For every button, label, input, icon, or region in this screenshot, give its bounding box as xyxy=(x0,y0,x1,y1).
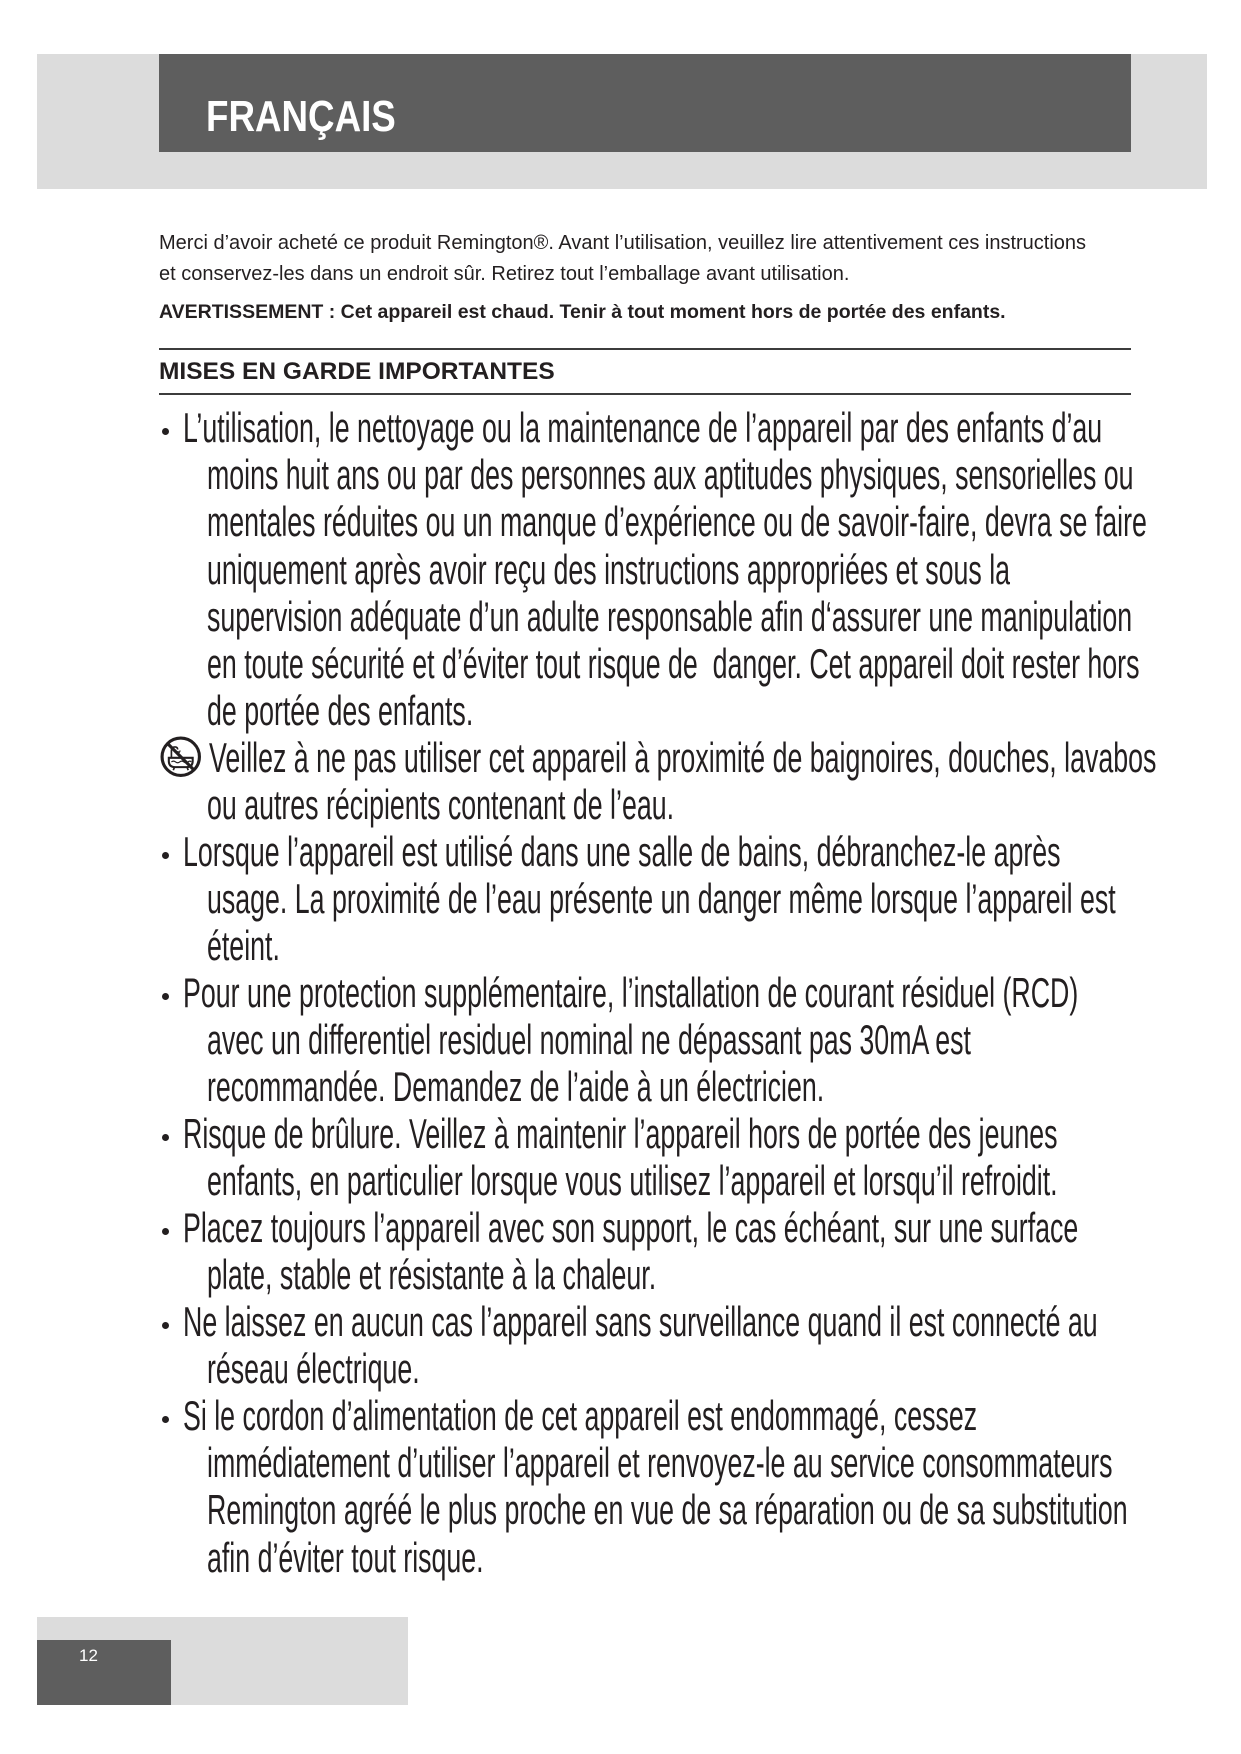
item-line: uniquement après avoir reçu des instructions appropriées et sous la xyxy=(207,545,1011,593)
safety-list xyxy=(159,404,1241,1580)
item-line: Ne laissez en aucun cas l’appareil sans surveillance quand il est connecté au xyxy=(183,1298,1098,1346)
safety-item-unattended xyxy=(159,1298,1241,1392)
safety-item-bathroom xyxy=(159,828,1241,969)
item-line: Remington agréé le plus proche en vue de sa réparation ou de sa substitution xyxy=(207,1486,1128,1534)
hot-appliance-warning: AVERTISSEMENT : Cet appareil est chaud. Tenir à tout moment hors de portée des enfants. xyxy=(159,300,1006,323)
safety-item-placement xyxy=(159,1204,1241,1298)
item-line: avec un differentiel residuel nominal ne dépassant pas 30mA est xyxy=(207,1016,971,1063)
item-line: Placez toujours l’appareil avec son support, le cas échéant, sur une surface xyxy=(183,1204,1079,1252)
item-line: mentales réduites ou un manque d’expérience ou de savoir-faire, devra se faire xyxy=(207,498,1147,546)
item-line: L’utilisation, le nettoyage ou la maintenance de l’appareil par des enfants d’au xyxy=(183,404,1103,452)
bullet-icon xyxy=(162,1134,169,1141)
item-line: en toute sécurité et d’éviter tout risque de danger. Cet appareil doit rester hors xyxy=(207,639,1140,687)
language-title: FRANÇAIS xyxy=(206,92,396,141)
item-line: éteint. xyxy=(207,921,280,969)
item-line: Risque de brûlure. Veillez à maintenir l’appareil hors de portée des jeunes xyxy=(183,1110,1058,1158)
safety-item-burn-risk xyxy=(159,1110,1241,1204)
intro-paragraph xyxy=(159,228,1086,290)
intro-line: Merci d’avoir acheté ce produit Remington®. Avant l’utilisation, veuillez lire attentivement ces instructions xyxy=(159,231,1087,254)
item-line: usage. La proximité de l’eau présente un danger même lorsque l’appareil est xyxy=(207,874,1116,922)
bullet-icon xyxy=(162,1416,169,1423)
item-line: Si le cordon d’alimentation de cet appareil est endommagé, cessez xyxy=(183,1392,978,1440)
section-heading: MISES EN GARDE IMPORTANTES xyxy=(159,358,555,386)
page-number: 12 xyxy=(79,1646,98,1665)
item-line: recommandée. Demandez de l’aide à un électricien. xyxy=(207,1063,825,1111)
page-number-box xyxy=(37,1640,171,1705)
item-line: de portée des enfants. xyxy=(207,686,474,734)
bullet-icon xyxy=(162,428,169,435)
section-rule-bottom xyxy=(159,393,1131,395)
item-line: afin d’éviter tout risque. xyxy=(207,1533,484,1581)
bullet-icon xyxy=(162,993,169,1000)
no-bath-water-icon xyxy=(160,736,202,778)
bullet-icon xyxy=(162,1322,169,1329)
safety-item-water xyxy=(159,734,1241,828)
section-rule-top xyxy=(159,348,1131,350)
item-line: Veillez à ne pas utiliser cet appareil à proximité de baignoires, douches, lavabos xyxy=(209,733,1157,781)
item-line: moins huit ans ou par des personnes aux aptitudes physiques, sensorielles ou xyxy=(207,451,1134,499)
item-line: enfants, en particulier lorsque vous utilisez l’appareil et lorsqu’il refroidit. xyxy=(207,1157,1058,1205)
item-line: ou autres récipients contenant de l’eau. xyxy=(207,780,675,828)
intro-line: et conservez-les dans un endroit sûr. Retirez tout l’emballage avant utilisation. xyxy=(159,262,850,285)
item-line: immédiatement d’utiliser l’appareil et renvoyez-le au service consommateurs xyxy=(207,1439,1113,1487)
item-line: plate, stable et résistante à la chaleur. xyxy=(207,1251,657,1299)
safety-item-damaged-cord xyxy=(159,1392,1241,1580)
item-line: Lorsque l’appareil est utilisé dans une salle de bains, débranchez-le après xyxy=(183,827,1061,875)
bullet-icon xyxy=(162,852,169,859)
item-line: réseau électrique. xyxy=(207,1345,420,1393)
safety-item-children-use xyxy=(159,404,1241,733)
item-line: supervision adéquate d’un adulte responsable afin d‘assurer une manipulation xyxy=(207,592,1133,640)
bullet-icon xyxy=(162,1228,169,1235)
safety-item-rcd xyxy=(159,969,1241,1110)
item-line: Pour une protection supplémentaire, l’installation de courant résiduel (RCD) xyxy=(183,968,1079,1016)
